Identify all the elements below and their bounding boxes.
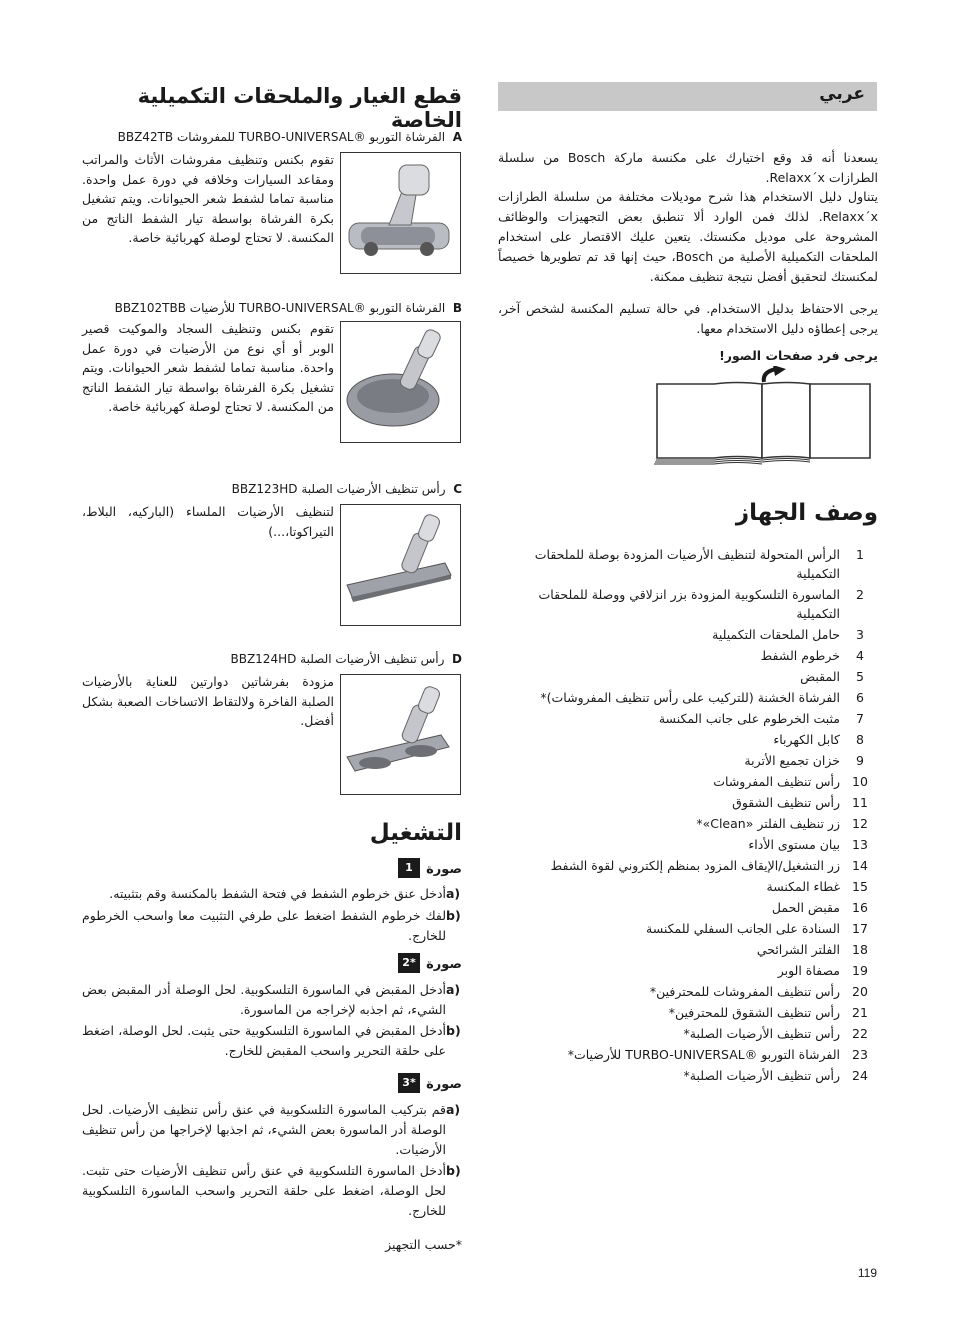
accessory-d-heading <box>82 652 462 666</box>
accessory-a-description: تقوم بكنس وتنظيف مفروشات الأثاث والمراتب ومقاعد السيارات وخلافه في دورة عمل واحدة. مناسبة تماما لشفط شعر الحيوانات. ويتم تشغيل بكرة الفرشاة بواسطة تيار الشفط الناتج من المكنسة. لا تحتاج لوصلة كهربائية خاصة. <box>82 152 334 245</box>
list-item: 2 الماسورة التلسكوبية المزودة بزر انزلاقي ووصلة للملحقات التكميلية <box>538 587 864 621</box>
figure-3-label <box>82 1073 462 1095</box>
accessory-title: رأس تنظيف الأرضيات الصلبة BBZ124HD <box>230 652 445 666</box>
list-item: 24 رأس تنظيف الأرضيات الصلبة* <box>683 1068 868 1083</box>
list-item: 10 رأس تنظيف المفروشات <box>713 774 868 789</box>
list-item: 6 الفرشاة الخشنة (للتركيب على رأس تنظيف المفروشات)* <box>540 690 864 705</box>
accessory-b-description: تقوم بكنس وتنظيف السجاد والموكيت قصير الوبر أو أي نوع من الأرضيات في دورة عمل واحدة. مناسبة تماما لشفط شعر الحيوانات. ويتم تشغيل بكرة الفرشاة بواسطة تيار الشفط الناتج من المكنسة. لا تحتاج لوصلة كهربائية خاصة. <box>82 321 334 414</box>
figure-2-step-a: a) أدخل المقبض في الماسورة التلسكوبية. لحل الوصلة أدر المقبض بعض الشيء، ثم اجذبه لإخراجه من الماسورة. <box>82 982 461 1017</box>
accessory-title: الفرشاة التوربو ®TURBO-UNIVERSAL للأرضيات BBZ102TBB <box>114 301 446 315</box>
accessory-letter: C <box>453 482 462 496</box>
unfold-pages-illustration <box>652 366 876 466</box>
hard-floor-rotating-nozzle-image <box>340 674 461 795</box>
list-item: 23 الفرشاة التوربو ®TURBO-UNIVERSAL للأرضيات* <box>567 1047 868 1062</box>
figure-1-step-b: b) لفك خرطوم الشفط اضغط على طرفي التثبيت معا واسحب الخرطوم للخارج. <box>82 908 461 943</box>
accessory-title: رأس تنظيف الأرضيات الصلبة BBZ123HD <box>231 482 446 496</box>
accessory-c-description: لتنظيف الأرضيات الملساء (الباركيه، البلاط، التيراكوتا،...) <box>82 504 334 539</box>
accessory-letter: B <box>452 301 462 315</box>
accessory-letter: D <box>452 652 462 666</box>
figure-word: صورة <box>426 1077 462 1092</box>
figure-2-label <box>82 953 462 975</box>
figure-word: صورة <box>426 957 462 972</box>
accessory-d-description: مزودة بفرشاتين دوارتين للعناية بالأرضيات الصلبة الفاخرة ولالتقاط الاتساخات الصعبة بشكل أفضل. <box>82 674 334 728</box>
list-item: 8 كابل الكهرباء <box>773 732 864 747</box>
operation-heading: التشغيل <box>369 820 462 846</box>
list-item: 13 بيان مستوى الأداء <box>748 837 868 852</box>
language-label: عربي <box>819 84 865 104</box>
floor-turbo-brush-image <box>340 321 461 443</box>
figure-number-badge: 3* <box>398 1073 420 1093</box>
unfold-pages-note: يرجى فرد صفحات الصور! <box>719 348 878 363</box>
list-item: 5 المقبض <box>800 669 864 684</box>
accessory-letter: A <box>452 130 462 144</box>
list-item: 22 رأس تنظيف الأرضيات الصلبة* <box>683 1026 868 1041</box>
figure-word: صورة <box>426 862 462 877</box>
intro-paragraph-1: يسعدنا أنه قد وقع اختيارك على مكنسة ماركة Bosch من سلسلة الطرازات Relaxx´x. <box>498 150 878 185</box>
accessories-heading: قطع الغيار والملحقات التكميلية الخاصة <box>137 84 462 132</box>
accessory-b-heading <box>82 301 462 315</box>
list-item: 9 خزان تجميع الأتربة <box>744 753 864 768</box>
list-item: 16 مقبض الحمل <box>771 900 868 915</box>
figure-number-badge: 1 <box>398 858 420 878</box>
list-item: 4 خرطوم الشفط <box>760 648 864 663</box>
list-item: 7 مثبت الخرطوم على جانب المكنسة <box>658 711 864 726</box>
upholstery-turbo-brush-image <box>340 152 461 274</box>
accessory-title: الفرشاة التوربو ®TURBO-UNIVERSAL للمفروشات BBZ42TB <box>117 130 446 144</box>
list-item: 14 زر التشغيل/الإيقاف المزود بمنظم إلكتروني لقوة الشفط <box>550 858 868 873</box>
accessory-c-heading <box>82 482 462 496</box>
figure-3-step-a: a) قم بتركيب الماسورة التلسكوبية في عنق رأس تنظيف الأرضيات. لحل الوصلة أدر الماسورة بعض الشيء، ثم اجذبها لإخراجها من رأس تنظيف الأرضيات. <box>82 1102 461 1157</box>
figure-3-step-b: b) أدخل الماسورة التلسكوبية في عنق رأس تنظيف الأرضيات حتى تثبت. لحل الوصلة، اضغط على حلقة التحرير واسحب الماسورة التلسكوبية للخارج. <box>82 1163 461 1218</box>
list-item: 21 رأس تنظيف الشقوق للمحترفين* <box>668 1005 868 1020</box>
list-item: 11 رأس تنظيف الشقوق <box>732 795 868 810</box>
list-item: 18 الفلتر الشرائحي <box>756 942 868 957</box>
list-item: 19 مصفاة الوبر <box>777 963 868 978</box>
figure-2-step-b: b) أدخل المقبض في الماسورة التلسكوبية حتى يثبت. لحل الوصلة، اضغط على حلقة التحرير واسحب المقبض للخارج. <box>82 1023 461 1058</box>
hard-floor-nozzle-image <box>340 504 461 626</box>
list-item: 3 حامل الملحقات التكميلية <box>712 627 864 642</box>
accessory-a-heading <box>82 130 462 144</box>
figure-number-badge: 2* <box>398 953 420 973</box>
keep-manual-note: يرجى الاحتفاظ بدليل الاستخدام. في حالة تسليم المكنسة لشخص آخر، يرجى إعطاؤه دليل الاستخدام معها. <box>498 301 878 336</box>
list-item: 15 غطاء المكنسة <box>766 879 868 894</box>
page-number: 119 <box>857 1266 877 1280</box>
equipment-footnote: *حسب التجهيز <box>385 1237 462 1252</box>
figure-1-label <box>82 858 462 880</box>
intro-paragraph-2: يتناول دليل الاستخدام هذا شرح موديلات مختلفة من سلسلة الطرازات Relaxx´x. لذلك فمن الوارد ألا تنطبق بعض التجهيزات والوظائف المشروحة على موديل مكنستك. يتعين عليك الاقتصار على استخدام الملحقات التكميلية الأصلية من Bosch، حيث إنها قد تم تطويرها خصيصاً لمكنستك لتحقيق أفضل نتيجة تنظيف ممكنة. <box>498 189 878 284</box>
list-item: 12 زر تنظيف الفلتر «Clean»* <box>696 816 868 831</box>
language-bar <box>498 82 877 111</box>
list-item: 20 رأس تنظيف المفروشات للمحترفين* <box>649 984 868 999</box>
figure-1-step-a: a) أدخل عنق خرطوم الشفط في فتحة الشفط بالمكنسة وقم بتثبيته. <box>109 886 461 901</box>
device-description-heading: وصف الجهاز <box>735 500 878 526</box>
list-item: 17 السنادة على الجانب السفلي للمكنسة <box>646 921 868 936</box>
parts-list <box>498 545 878 1087</box>
list-item: 1 الرأس المتحولة لتنظيف الأرضيات المزودة بوصلة للملحقات التكميلية <box>534 547 864 581</box>
